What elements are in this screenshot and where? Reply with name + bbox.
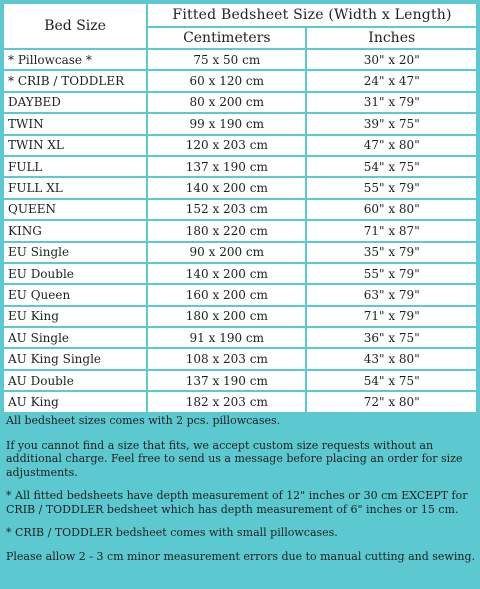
table-row — [4, 307, 476, 326]
table-row — [4, 50, 476, 69]
cell-inches: 43" x 80" — [307, 349, 476, 368]
cell-bed-size: FULL — [4, 157, 146, 176]
table-row — [4, 221, 476, 240]
cell-inches: 54" x 75" — [307, 157, 476, 176]
table-row — [4, 136, 476, 155]
cell-centimeters: 180 x 220 cm — [148, 221, 305, 240]
notes — [6, 414, 476, 573]
header-fitted-size: Fitted Bedsheet Size (Width x Length) — [148, 4, 476, 26]
cell-bed-size: EU Double — [4, 264, 146, 283]
cell-bed-size: EU Queen — [4, 285, 146, 304]
note-custom-size: If you cannot find a size that fits, we accept custom size requests without an additional charge. Feel free to send us a message before placing an order for size adjustments. — [6, 438, 463, 479]
cell-inches: 47" x 80" — [307, 136, 476, 155]
cell-inches: 36" x 75" — [307, 328, 476, 347]
cell-inches: 54" x 75" — [307, 371, 476, 390]
cell-inches: 31" x 79" — [307, 93, 476, 112]
cell-bed-size: * Pillowcase * — [4, 50, 146, 69]
cell-inches: 35" x 79" — [307, 243, 476, 262]
cell-bed-size: AU King Single — [4, 349, 146, 368]
table-row — [4, 264, 476, 283]
cell-centimeters: 91 x 190 cm — [148, 328, 305, 347]
cell-bed-size: * CRIB / TODDLER — [4, 71, 146, 90]
table-row — [4, 93, 476, 112]
header-inches: Inches — [307, 28, 476, 49]
header-centimeters: Centimeters — [148, 28, 305, 49]
cell-bed-size: AU Single — [4, 328, 146, 347]
cell-inches: 55" x 79" — [307, 178, 476, 197]
cell-bed-size: TWIN XL — [4, 136, 146, 155]
cell-centimeters: 140 x 200 cm — [148, 264, 305, 283]
cell-inches: 39" x 75" — [307, 114, 476, 133]
cell-centimeters: 60 x 120 cm — [148, 71, 305, 90]
cell-centimeters: 99 x 190 cm — [148, 114, 305, 133]
cell-bed-size: KING — [4, 221, 146, 240]
cell-inches: 55" x 79" — [307, 264, 476, 283]
table-row — [4, 157, 476, 176]
cell-centimeters: 140 x 200 cm — [148, 178, 305, 197]
cell-bed-size: EU Single — [4, 243, 146, 262]
cell-centimeters: 108 x 203 cm — [148, 349, 305, 368]
table-row — [4, 328, 476, 347]
cell-centimeters: 137 x 190 cm — [148, 157, 305, 176]
cell-centimeters: 180 x 200 cm — [148, 307, 305, 326]
cell-bed-size: AU King — [4, 392, 146, 411]
table-row — [4, 285, 476, 304]
cell-bed-size: EU King — [4, 307, 146, 326]
table-row — [4, 178, 476, 197]
cell-bed-size: QUEEN — [4, 200, 146, 219]
cell-inches: 72" x 80" — [307, 392, 476, 411]
table-row — [4, 371, 476, 390]
cell-inches: 71" x 87" — [307, 221, 476, 240]
table-row — [4, 349, 476, 368]
cell-centimeters: 90 x 200 cm — [148, 243, 305, 262]
cell-bed-size: TWIN — [4, 114, 146, 133]
note-measurement-errors: Please allow 2 - 3 cm minor measurement errors due to manual cutting and sewing. — [6, 549, 475, 563]
cell-bed-size: DAYBED — [4, 93, 146, 112]
header-bed-size: Bed Size — [4, 4, 146, 48]
cell-centimeters: 75 x 50 cm — [148, 50, 305, 69]
cell-centimeters: 120 x 203 cm — [148, 136, 305, 155]
cell-centimeters: 80 x 200 cm — [148, 93, 305, 112]
cell-centimeters: 137 x 190 cm — [148, 371, 305, 390]
cell-inches: 60" x 80" — [307, 200, 476, 219]
cell-bed-size: AU Double — [4, 371, 146, 390]
note-crib-pillowcases: * CRIB / TODDLER bedsheet comes with small pillowcases. — [6, 526, 338, 539]
cell-centimeters: 182 x 203 cm — [148, 392, 305, 411]
table-row — [4, 114, 476, 133]
bedsheet-size-table — [2, 2, 478, 414]
note-depth: * All fitted bedsheets have depth measurement of 12" inches or 30 cm EXCEPT for CRIB / TODDLER bedsheet which has depth measurement of 6" inches or 15 cm. — [6, 489, 468, 516]
table-row — [4, 243, 476, 262]
size-rows — [4, 50, 476, 412]
cell-centimeters: 152 x 203 cm — [148, 200, 305, 219]
table-row — [4, 71, 476, 90]
cell-inches: 63" x 79" — [307, 285, 476, 304]
note-pillowcases: All bedsheet sizes comes with 2 pcs. pillowcases. — [6, 414, 281, 427]
cell-inches: 30" x 20" — [307, 50, 476, 69]
cell-centimeters: 160 x 200 cm — [148, 285, 305, 304]
table-row — [4, 392, 476, 411]
cell-inches: 71" x 79" — [307, 307, 476, 326]
cell-inches: 24" x 47" — [307, 71, 476, 90]
table-row — [4, 200, 476, 219]
cell-bed-size: FULL XL — [4, 178, 146, 197]
